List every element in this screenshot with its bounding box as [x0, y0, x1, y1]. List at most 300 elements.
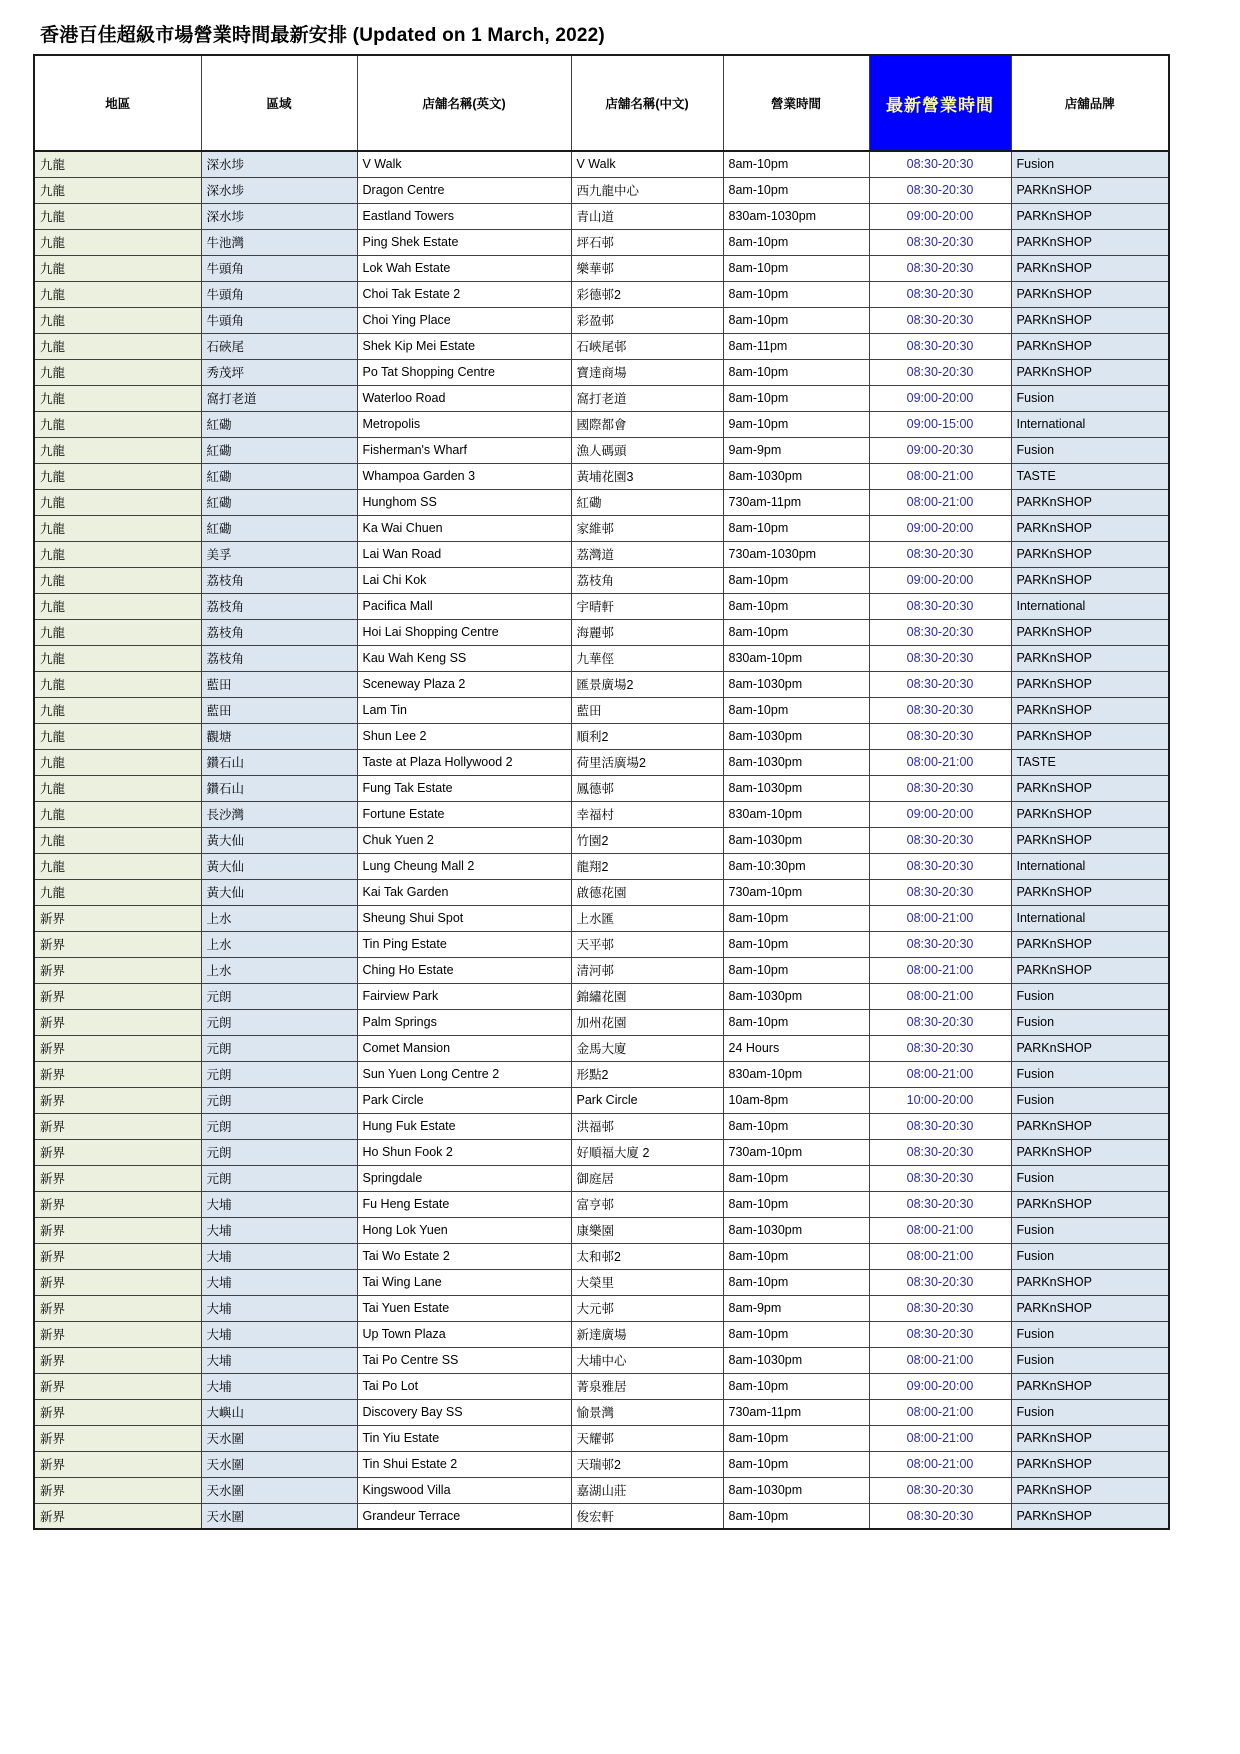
- cell-new_hours: 08:30-20:30: [869, 1191, 1011, 1217]
- cell-district: 大埔: [201, 1191, 357, 1217]
- cell-name_en: Springdale: [357, 1165, 571, 1191]
- cell-region: 九龍: [34, 437, 201, 463]
- cell-district: 元朗: [201, 1113, 357, 1139]
- table-row: [34, 307, 1169, 333]
- cell-region: 九龍: [34, 827, 201, 853]
- cell-name_en: Lai Wan Road: [357, 541, 571, 567]
- cell-name_en: Ka Wai Chuen: [357, 515, 571, 541]
- cell-brand: PARKnSHOP: [1011, 281, 1169, 307]
- table-row: [34, 1295, 1169, 1321]
- cell-district: 秀茂坪: [201, 359, 357, 385]
- cell-brand: PARKnSHOP: [1011, 671, 1169, 697]
- cell-region: 九龍: [34, 853, 201, 879]
- cell-name_zh: 愉景灣: [571, 1399, 723, 1425]
- table-row: [34, 515, 1169, 541]
- cell-new_hours: 08:00-21:00: [869, 905, 1011, 931]
- cell-name_en: Discovery Bay SS: [357, 1399, 571, 1425]
- cell-name_zh: 大埔中心: [571, 1347, 723, 1373]
- cell-brand: PARKnSHOP: [1011, 645, 1169, 671]
- cell-new_hours: 08:30-20:30: [869, 775, 1011, 801]
- header-brand: 店舖品牌: [1011, 55, 1169, 151]
- cell-hours: 8am-10pm: [723, 307, 869, 333]
- cell-name_zh: 清河邨: [571, 957, 723, 983]
- cell-region: 新界: [34, 1113, 201, 1139]
- cell-hours: 8am-11pm: [723, 333, 869, 359]
- cell-region: 九龍: [34, 333, 201, 359]
- cell-region: 新界: [34, 905, 201, 931]
- cell-region: 九龍: [34, 177, 201, 203]
- table-row: [34, 827, 1169, 853]
- cell-name_zh: 天平邨: [571, 931, 723, 957]
- cell-region: 新界: [34, 1399, 201, 1425]
- cell-hours: 10am-8pm: [723, 1087, 869, 1113]
- page-title: 香港百佳超級市場營業時間最新安排 (Updated on 1 March, 2022): [40, 25, 605, 46]
- cell-hours: 8am-10pm: [723, 177, 869, 203]
- header-district: 區域: [201, 55, 357, 151]
- header-row: [34, 55, 1169, 151]
- cell-name_zh: V Walk: [571, 151, 723, 177]
- cell-region: 新界: [34, 1425, 201, 1451]
- cell-region: 九龍: [34, 697, 201, 723]
- cell-district: 牛頭角: [201, 281, 357, 307]
- cell-name_zh: 金馬大廈: [571, 1035, 723, 1061]
- cell-name_zh: 加州花園: [571, 1009, 723, 1035]
- cell-district: 深水埗: [201, 177, 357, 203]
- cell-new_hours: 08:00-21:00: [869, 1451, 1011, 1477]
- cell-name_en: Palm Springs: [357, 1009, 571, 1035]
- cell-name_en: Tai Wo Estate 2: [357, 1243, 571, 1269]
- cell-name_en: Tai Po Lot: [357, 1373, 571, 1399]
- cell-name_zh: 形點2: [571, 1061, 723, 1087]
- table-row: [34, 957, 1169, 983]
- cell-region: 九龍: [34, 801, 201, 827]
- cell-hours: 8am-10pm: [723, 1425, 869, 1451]
- cell-region: 九龍: [34, 879, 201, 905]
- cell-hours: 8am-10pm: [723, 515, 869, 541]
- cell-district: 牛頭角: [201, 307, 357, 333]
- cell-brand: PARKnSHOP: [1011, 697, 1169, 723]
- cell-new_hours: 08:00-21:00: [869, 1399, 1011, 1425]
- cell-new_hours: 08:30-20:30: [869, 671, 1011, 697]
- table-row: [34, 619, 1169, 645]
- cell-region: 九龍: [34, 359, 201, 385]
- cell-brand: Fusion: [1011, 1243, 1169, 1269]
- table-row: [34, 1009, 1169, 1035]
- cell-new_hours: 08:30-20:30: [869, 1113, 1011, 1139]
- cell-name_zh: 藍田: [571, 697, 723, 723]
- cell-new_hours: 08:00-21:00: [869, 983, 1011, 1009]
- cell-new_hours: 08:30-20:30: [869, 827, 1011, 853]
- cell-hours: 8am-10pm: [723, 1503, 869, 1529]
- table-row: [34, 1269, 1169, 1295]
- cell-hours: 8am-10pm: [723, 619, 869, 645]
- cell-name_zh: 嘉湖山莊: [571, 1477, 723, 1503]
- cell-region: 九龍: [34, 255, 201, 281]
- cell-hours: 8am-1030pm: [723, 723, 869, 749]
- cell-new_hours: 08:30-20:30: [869, 255, 1011, 281]
- table-header: [34, 55, 1169, 151]
- cell-hours: 8am-10pm: [723, 1165, 869, 1191]
- cell-brand: PARKnSHOP: [1011, 1425, 1169, 1451]
- cell-new_hours: 08:30-20:30: [869, 931, 1011, 957]
- cell-hours: 8am-10pm: [723, 1191, 869, 1217]
- cell-name_en: Ping Shek Estate: [357, 229, 571, 255]
- store-hours-table: [33, 54, 1170, 1530]
- cell-name_en: Tin Shui Estate 2: [357, 1451, 571, 1477]
- cell-district: 紅磡: [201, 489, 357, 515]
- cell-name_zh: Park Circle: [571, 1087, 723, 1113]
- cell-name_en: Grandeur Terrace: [357, 1503, 571, 1529]
- cell-district: 天水圍: [201, 1503, 357, 1529]
- cell-district: 大埔: [201, 1373, 357, 1399]
- cell-name_zh: 國際都會: [571, 411, 723, 437]
- cell-hours: 8am-10pm: [723, 385, 869, 411]
- table-row: [34, 1347, 1169, 1373]
- cell-district: 元朗: [201, 1009, 357, 1035]
- cell-region: 九龍: [34, 541, 201, 567]
- table-row: [34, 749, 1169, 775]
- cell-new_hours: 09:00-15:00: [869, 411, 1011, 437]
- cell-name_en: Hunghom SS: [357, 489, 571, 515]
- cell-name_en: Po Tat Shopping Centre: [357, 359, 571, 385]
- cell-brand: TASTE: [1011, 749, 1169, 775]
- cell-new_hours: 08:00-21:00: [869, 957, 1011, 983]
- cell-name_zh: 九華俓: [571, 645, 723, 671]
- cell-new_hours: 08:00-21:00: [869, 1061, 1011, 1087]
- cell-region: 九龍: [34, 567, 201, 593]
- table-row: [34, 1035, 1169, 1061]
- cell-name_zh: 天耀邨: [571, 1425, 723, 1451]
- cell-name_en: Chuk Yuen 2: [357, 827, 571, 853]
- cell-region: 九龍: [34, 775, 201, 801]
- table-row: [34, 1503, 1169, 1529]
- cell-region: 九龍: [34, 515, 201, 541]
- cell-hours: 8am-10pm: [723, 229, 869, 255]
- cell-hours: 8am-10pm: [723, 255, 869, 281]
- cell-region: 九龍: [34, 749, 201, 775]
- cell-region: 新界: [34, 1243, 201, 1269]
- cell-brand: Fusion: [1011, 1321, 1169, 1347]
- cell-brand: PARKnSHOP: [1011, 229, 1169, 255]
- cell-region: 新界: [34, 1061, 201, 1087]
- cell-hours: 24 Hours: [723, 1035, 869, 1061]
- cell-name_en: Taste at Plaza Hollywood 2: [357, 749, 571, 775]
- cell-region: 九龍: [34, 593, 201, 619]
- cell-district: 觀塘: [201, 723, 357, 749]
- cell-district: 荔枝角: [201, 645, 357, 671]
- cell-name_en: Tai Po Centre SS: [357, 1347, 571, 1373]
- cell-hours: 8am-1030pm: [723, 775, 869, 801]
- cell-brand: PARKnSHOP: [1011, 723, 1169, 749]
- table-row: [34, 879, 1169, 905]
- cell-name_zh: 順利2: [571, 723, 723, 749]
- cell-brand: PARKnSHOP: [1011, 931, 1169, 957]
- cell-new_hours: 08:30-20:30: [869, 1139, 1011, 1165]
- cell-new_hours: 09:00-20:00: [869, 1373, 1011, 1399]
- cell-region: 九龍: [34, 385, 201, 411]
- header-hours: 營業時間: [723, 55, 869, 151]
- cell-region: 九龍: [34, 151, 201, 177]
- cell-name_zh: 彩德邨2: [571, 281, 723, 307]
- cell-name_en: Lam Tin: [357, 697, 571, 723]
- cell-district: 大埔: [201, 1269, 357, 1295]
- cell-district: 藍田: [201, 697, 357, 723]
- table-row: [34, 333, 1169, 359]
- cell-district: 天水圍: [201, 1425, 357, 1451]
- cell-new_hours: 08:30-20:30: [869, 1035, 1011, 1061]
- cell-new_hours: 08:30-20:30: [869, 1477, 1011, 1503]
- cell-name_zh: 宇晴軒: [571, 593, 723, 619]
- cell-name_en: Lai Chi Kok: [357, 567, 571, 593]
- cell-new_hours: 08:30-20:30: [869, 723, 1011, 749]
- cell-region: 九龍: [34, 229, 201, 255]
- cell-name_zh: 御庭居: [571, 1165, 723, 1191]
- cell-district: 深水埗: [201, 203, 357, 229]
- cell-region: 新界: [34, 1373, 201, 1399]
- cell-name_en: Sceneway Plaza 2: [357, 671, 571, 697]
- cell-district: 元朗: [201, 1061, 357, 1087]
- cell-brand: PARKnSHOP: [1011, 1503, 1169, 1529]
- cell-hours: 8am-10pm: [723, 151, 869, 177]
- cell-brand: PARKnSHOP: [1011, 1451, 1169, 1477]
- cell-name_zh: 漁人碼頭: [571, 437, 723, 463]
- cell-name_zh: 龍翔2: [571, 853, 723, 879]
- cell-hours: 9am-10pm: [723, 411, 869, 437]
- cell-district: 大埔: [201, 1347, 357, 1373]
- cell-region: 新界: [34, 1191, 201, 1217]
- cell-hours: 8am-1030pm: [723, 463, 869, 489]
- cell-hours: 8am-1030pm: [723, 827, 869, 853]
- table-row: [34, 1139, 1169, 1165]
- cell-new_hours: 08:30-20:30: [869, 541, 1011, 567]
- table-row: [34, 1061, 1169, 1087]
- cell-district: 深水埗: [201, 151, 357, 177]
- table-row: [34, 1451, 1169, 1477]
- cell-hours: 8am-10pm: [723, 1009, 869, 1035]
- table-row: [34, 229, 1169, 255]
- cell-name_en: Fisherman's Wharf: [357, 437, 571, 463]
- cell-new_hours: 08:30-20:30: [869, 281, 1011, 307]
- cell-name_en: Sheung Shui Spot: [357, 905, 571, 931]
- cell-hours: 8am-10pm: [723, 281, 869, 307]
- table-row: [34, 1321, 1169, 1347]
- cell-new_hours: 09:00-20:00: [869, 203, 1011, 229]
- cell-brand: International: [1011, 905, 1169, 931]
- cell-new_hours: 08:00-21:00: [869, 489, 1011, 515]
- cell-name_zh: 竹園2: [571, 827, 723, 853]
- cell-district: 天水圍: [201, 1477, 357, 1503]
- cell-brand: TASTE: [1011, 463, 1169, 489]
- cell-name_en: Shek Kip Mei Estate: [357, 333, 571, 359]
- table-row: [34, 385, 1169, 411]
- cell-name_zh: 鳳德邨: [571, 775, 723, 801]
- cell-district: 紅磡: [201, 411, 357, 437]
- cell-name_zh: 太和邨2: [571, 1243, 723, 1269]
- cell-name_zh: 幸福村: [571, 801, 723, 827]
- cell-region: 新界: [34, 1321, 201, 1347]
- cell-new_hours: 08:30-20:30: [869, 593, 1011, 619]
- header-new-hours-highlighted: 最新營業時間: [869, 55, 1011, 151]
- cell-new_hours: 08:30-20:30: [869, 1321, 1011, 1347]
- cell-name_zh: 俊宏軒: [571, 1503, 723, 1529]
- cell-name_zh: 青山道: [571, 203, 723, 229]
- cell-name_zh: 大榮里: [571, 1269, 723, 1295]
- cell-hours: 830am-1030pm: [723, 203, 869, 229]
- table-row: [34, 1191, 1169, 1217]
- cell-district: 荔枝角: [201, 593, 357, 619]
- cell-name_en: Tai Wing Lane: [357, 1269, 571, 1295]
- cell-name_en: Shun Lee 2: [357, 723, 571, 749]
- cell-hours: 730am-11pm: [723, 489, 869, 515]
- cell-new_hours: 08:30-20:30: [869, 645, 1011, 671]
- store-table-body: [34, 151, 1169, 1529]
- cell-name_en: Up Town Plaza: [357, 1321, 571, 1347]
- cell-region: 新界: [34, 1269, 201, 1295]
- cell-region: 九龍: [34, 463, 201, 489]
- cell-brand: Fusion: [1011, 1217, 1169, 1243]
- cell-brand: PARKnSHOP: [1011, 203, 1169, 229]
- cell-name_en: Tin Ping Estate: [357, 931, 571, 957]
- cell-name_zh: 菁泉雅居: [571, 1373, 723, 1399]
- cell-name_zh: 錦繡花園: [571, 983, 723, 1009]
- table-row: [34, 1425, 1169, 1451]
- cell-brand: Fusion: [1011, 437, 1169, 463]
- cell-new_hours: 09:00-20:00: [869, 515, 1011, 541]
- cell-region: 新界: [34, 957, 201, 983]
- cell-new_hours: 08:30-20:30: [869, 1503, 1011, 1529]
- cell-brand: PARKnSHOP: [1011, 307, 1169, 333]
- table-row: [34, 567, 1169, 593]
- table-row: [34, 1217, 1169, 1243]
- cell-name_zh: 黃埔花園3: [571, 463, 723, 489]
- cell-name_en: Metropolis: [357, 411, 571, 437]
- cell-region: 九龍: [34, 307, 201, 333]
- cell-region: 新界: [34, 1451, 201, 1477]
- cell-brand: PARKnSHOP: [1011, 619, 1169, 645]
- cell-name_en: Park Circle: [357, 1087, 571, 1113]
- cell-hours: 9am-9pm: [723, 437, 869, 463]
- cell-name_zh: 石峽尾邨: [571, 333, 723, 359]
- cell-district: 元朗: [201, 1165, 357, 1191]
- cell-new_hours: 08:00-21:00: [869, 1425, 1011, 1451]
- cell-new_hours: 09:00-20:30: [869, 437, 1011, 463]
- cell-new_hours: 09:00-20:00: [869, 801, 1011, 827]
- cell-name_zh: 荔枝角: [571, 567, 723, 593]
- cell-hours: 8am-10pm: [723, 905, 869, 931]
- cell-name_zh: 荷里活廣場2: [571, 749, 723, 775]
- cell-region: 新界: [34, 1217, 201, 1243]
- cell-hours: 8am-10pm: [723, 931, 869, 957]
- cell-brand: Fusion: [1011, 1165, 1169, 1191]
- cell-region: 九龍: [34, 411, 201, 437]
- cell-region: 新界: [34, 1295, 201, 1321]
- table-row: [34, 931, 1169, 957]
- cell-name_zh: 坪石邨: [571, 229, 723, 255]
- cell-district: 上水: [201, 905, 357, 931]
- cell-brand: PARKnSHOP: [1011, 801, 1169, 827]
- cell-new_hours: 08:30-20:30: [869, 151, 1011, 177]
- cell-name_zh: 新達廣場: [571, 1321, 723, 1347]
- cell-hours: 8am-10pm: [723, 567, 869, 593]
- cell-new_hours: 09:00-20:00: [869, 567, 1011, 593]
- table-row: [34, 359, 1169, 385]
- cell-region: 九龍: [34, 671, 201, 697]
- cell-name_zh: 康樂園: [571, 1217, 723, 1243]
- cell-new_hours: 08:30-20:30: [869, 1009, 1011, 1035]
- cell-name_en: Comet Mansion: [357, 1035, 571, 1061]
- table-row: [34, 697, 1169, 723]
- cell-new_hours: 08:30-20:30: [869, 229, 1011, 255]
- cell-name_en: Choi Ying Place: [357, 307, 571, 333]
- cell-name_zh: 上水匯: [571, 905, 723, 931]
- cell-name_en: Lok Wah Estate: [357, 255, 571, 281]
- cell-district: 牛頭角: [201, 255, 357, 281]
- cell-district: 黃大仙: [201, 853, 357, 879]
- cell-brand: PARKnSHOP: [1011, 775, 1169, 801]
- cell-name_zh: 荔灣道: [571, 541, 723, 567]
- cell-hours: 8am-10pm: [723, 957, 869, 983]
- header-name-zh: 店舖名稱(中文): [571, 55, 723, 151]
- cell-brand: Fusion: [1011, 983, 1169, 1009]
- cell-region: 新界: [34, 1035, 201, 1061]
- cell-district: 荔枝角: [201, 619, 357, 645]
- cell-district: 紅磡: [201, 515, 357, 541]
- cell-name_zh: 海麗邨: [571, 619, 723, 645]
- cell-new_hours: 08:30-20:30: [869, 333, 1011, 359]
- cell-new_hours: 10:00-20:00: [869, 1087, 1011, 1113]
- header-name-en: 店舖名稱(英文): [357, 55, 571, 151]
- cell-district: 大埔: [201, 1321, 357, 1347]
- cell-hours: 8am-10pm: [723, 1269, 869, 1295]
- cell-name_en: Dragon Centre: [357, 177, 571, 203]
- table-row: [34, 1373, 1169, 1399]
- cell-region: 新界: [34, 1347, 201, 1373]
- cell-brand: PARKnSHOP: [1011, 177, 1169, 203]
- cell-district: 上水: [201, 957, 357, 983]
- cell-new_hours: 09:00-20:00: [869, 385, 1011, 411]
- table-row: [34, 489, 1169, 515]
- cell-hours: 8am-1030pm: [723, 983, 869, 1009]
- cell-name_en: Kai Tak Garden: [357, 879, 571, 905]
- cell-new_hours: 08:30-20:30: [869, 697, 1011, 723]
- table-row: [34, 775, 1169, 801]
- cell-name_en: Kingswood Villa: [357, 1477, 571, 1503]
- cell-brand: Fusion: [1011, 1347, 1169, 1373]
- cell-hours: 730am-11pm: [723, 1399, 869, 1425]
- cell-hours: 730am-10pm: [723, 1139, 869, 1165]
- cell-hours: 8am-10pm: [723, 697, 869, 723]
- cell-region: 新界: [34, 1477, 201, 1503]
- cell-hours: 830am-10pm: [723, 645, 869, 671]
- table-row: [34, 645, 1169, 671]
- table-row: [34, 1165, 1169, 1191]
- cell-hours: 8am-10pm: [723, 359, 869, 385]
- cell-hours: 830am-10pm: [723, 1061, 869, 1087]
- cell-name_en: Fu Heng Estate: [357, 1191, 571, 1217]
- table-row: [34, 593, 1169, 619]
- cell-name_zh: 窩打老道: [571, 385, 723, 411]
- cell-district: 鑽石山: [201, 749, 357, 775]
- cell-district: 黃大仙: [201, 827, 357, 853]
- cell-brand: Fusion: [1011, 1009, 1169, 1035]
- table-row: [34, 853, 1169, 879]
- cell-name_en: Ching Ho Estate: [357, 957, 571, 983]
- cell-new_hours: 08:00-21:00: [869, 1243, 1011, 1269]
- cell-hours: 730am-10pm: [723, 879, 869, 905]
- table-row: [34, 1113, 1169, 1139]
- cell-name_en: Choi Tak Estate 2: [357, 281, 571, 307]
- cell-brand: PARKnSHOP: [1011, 359, 1169, 385]
